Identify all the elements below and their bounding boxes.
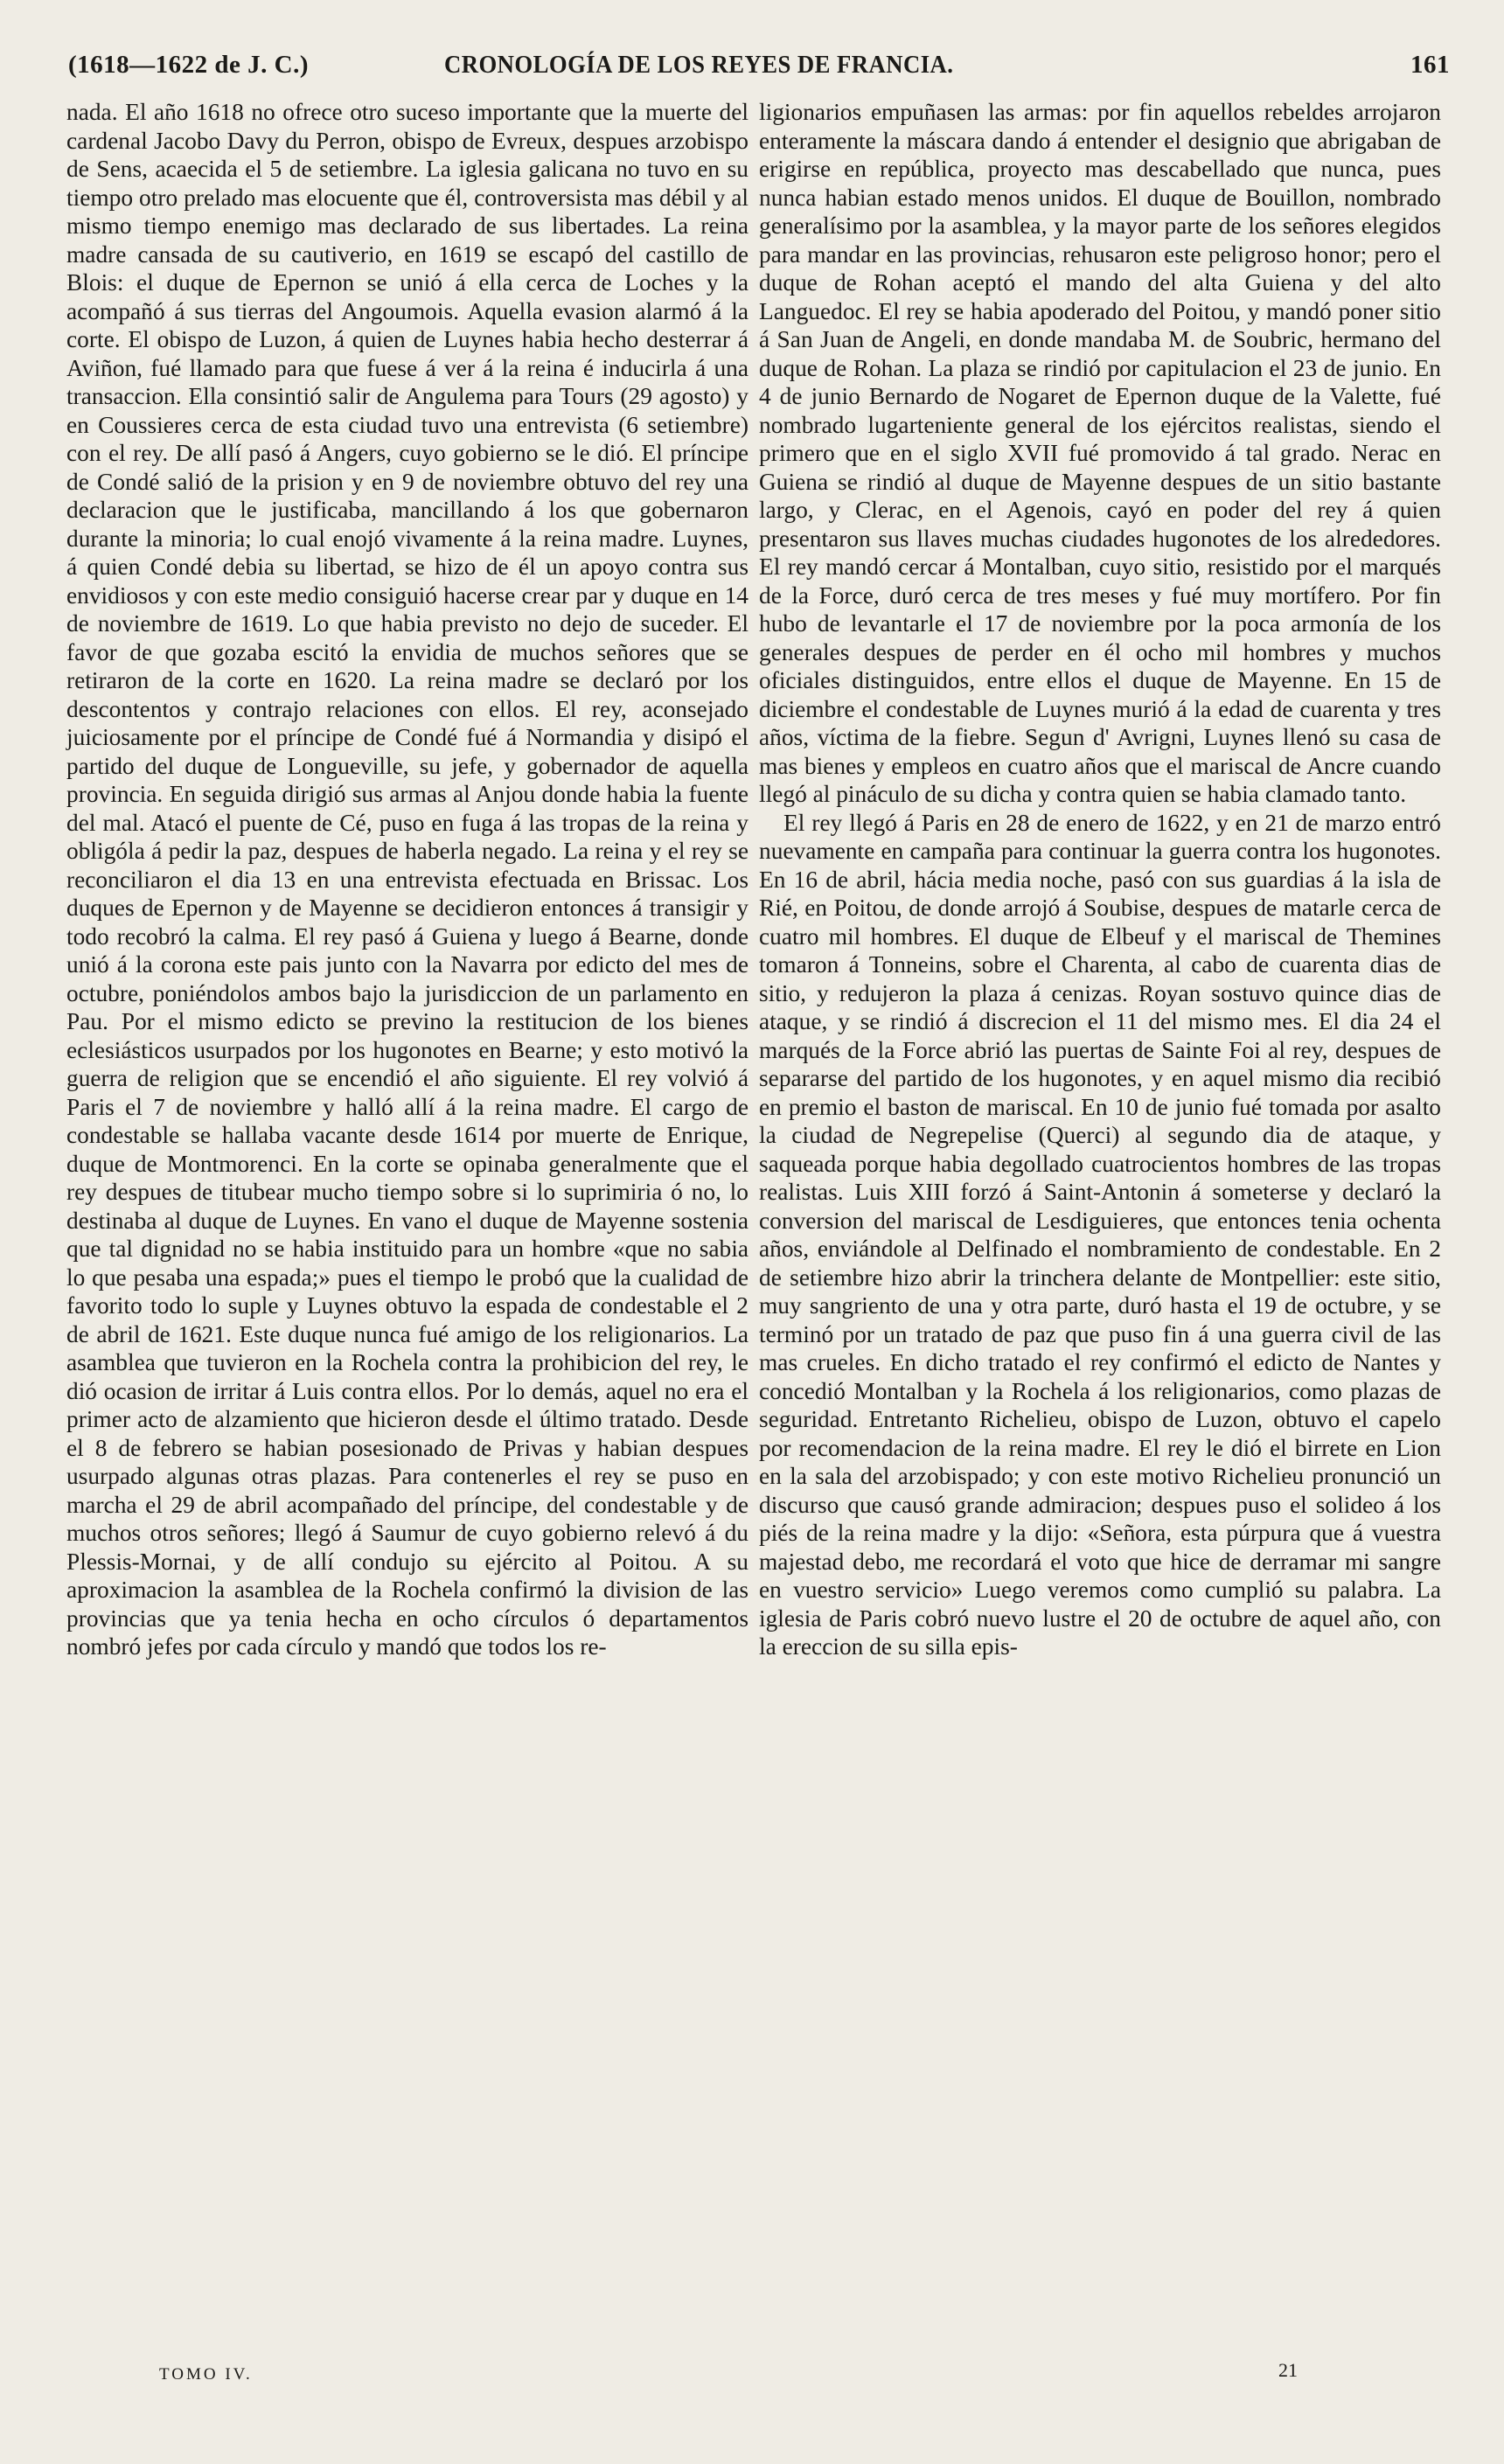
running-header: [68, 51, 1450, 86]
left-paragraph-1: nada. El año 1618 no ofrece otro suceso importante que la muerte del cardenal Jacobo Davy du Perron, obispo de Evreux, despues arzobispo de Sens, acaecida el 5 de setiembre. La iglesia galicana no tuvo en su tiempo otro prelado mas elocuente que él, controversista mas débil y al mismo tiempo enemigo mas declarado de sus libertades. La reina madre cansada de su cautiverio, en 1619 se escapó del castillo de Blois: el duque de Epernon se unió á ella cerca de Loches y la acompañó á sus tierras del Angoumois. Aquella evasion alarmó á la corte. El obispo de Luzon, á quien de Luynes habia hecho desterrar á Aviñon, fué llamado para que fuese á ver á la reina é inducirla á una transaccion. Ella consintió salir de Angulema para Tours (29 agosto) y en Coussieres cerca de esta ciudad tuvo una entrevista (6 setiembre) con el rey. De allí pasó á Angers, cuyo gobierno se le dió. El príncipe de Condé salió de la prision y en 9 de noviembre obtuvo del rey una declaracion que le justificaba, mancillando á los que gobernaron durante la minoria; lo cual enojó vivamente á la reina madre. Luynes, á quien Condé debia su libertad, se hizo de él un apoyo contra sus envidiosos y con este medio consiguió hacerse crear par y duque en 14 de noviembre de 1619. Lo que habia previsto no dejo de suceder. El favor de que gozaba escitó la envidia de muchos señores que se retiraron de la corte en 1620. La reina madre se declaró por los descontentos y contrajo relaciones con ellos. El rey, aconsejado juiciosamente por el príncipe de Condé fué á Normandia y disipó el partido del duque de Longueville, su jefe, y gobernador de aquella provincia. En seguida dirigió sus armas al Anjou donde habia la fuente del mal. Atacó el puente de Cé, puso en fuga á las tropas de la reina y obligóla á pedir la paz, despues de haberla negado. La reina y el rey se reconciliaron el dia 13 en una entrevista efectuada en Brissac. Los duques de Epernon y de Mayenne se decidieron entonces á transigir y todo recobró la calma. El rey pasó á Guiena y luego á Bearne, donde unió á la corona este pais junto con la Navarra por edicto del mes de octubre, poniéndolos ambos bajo la jurisdiccion de un parlamento en Pau. Por el mismo edicto se previno la restitucion de los bienes eclesiásticos usurpados por los hugonotes en Bearne; y esto motivó la guerra de religion que se encendió el año siguiente. El rey volvió á Paris el 7 de noviembre y halló allí á la reina madre. El cargo de condestable se hallaba vacante desde 1614 por muerte de Enrique, duque de Montmorenci. En la corte se opinaba generalmente que el rey despues de titubear mucho tiempo sobre si lo suprimiria ó no, lo destinaba al duque de Luynes. En vano el duque de Mayenne sostenia que tal dignidad no se habia instituido para un hombre «que no sabia lo que pesaba una espada;» pues el tiempo le probó que la cualidad de favorito todo lo suple y Luynes obtuvo la espada de condestable el 2 de abril de 1621. Este duque nunca fué amigo de los religionarios. La asamblea que tuvieron en la Rochela contra la prohibicion del rey, le dió ocasion de irritar á Luis contra ellos. Por lo demás, aquel no era el primer acto de alzamiento que hicieron desde el último tratado. Desde el 8 de febrero se habian posesionado de Privas y habian despues usurpado algunas otras plazas. Para contenerles el rey se puso en marcha el 29 de abril acompañado del príncipe, del condestable y de muchos otros señores; llegó á Saumur de cuyo gobierno relevó á du Plessis-Mornai, y de allí condujo su ejército al Poitou. A su aproximacion la asamblea de la Rochela confirmó la division de las provincias que ya tenia hecha en ocho círculos ó departamentos nombró jefes por cada círculo y mandó que todos los re-: [66, 99, 749, 1660]
header-title: CRONOLOGÍA DE LOS REYES DE FRANCIA.: [444, 51, 954, 79]
right-paragraph-2: El rey llegó á Paris en 28 de enero de 1622, y en 21 de marzo entró nuevamente en campaña para continuar la guerra contra los hugonotes. En 16 de abril, hácia media noche, pasó con sus guardias á la isla de Rié, en Poitou, de donde arrojó á Soubise, despues de matarle cerca de cuatro mil hombres. El duque de Elbeuf y el mariscal de Themines tomaron á Tonneins, sobre el Charenta, al cabo de cuarenta dias de sitio, y redujeron la plaza á cenizas. Royan sostuvo quince dias de ataque, y se rindió á discrecion el 11 del mismo mes. El dia 24 el marqués de la Force abrió las puertas de Sainte Foi al rey, despues de separarse del partido de los hugonotes, y en aquel mismo dia recibió en premio el baston de mariscal. En 10 de junio fué tomada por asalto la ciudad de Negrepelise (Querci) al segundo dia de ataque, y saqueada porque habia degollado cuatrocientos hombres de las tropas realistas. Luis XIII forzó á Saint-Antonin á someterse y declaró la conversion del mariscal de Lesdiguieres, que entonces tenia ochenta años, enviándole al Delfinado el nombramiento de condestable. En 2 de setiembre hizo abrir la trinchera delante de Montpellier: este sitio, muy sangriento de una y otra parte, duró hasta el 19 de octubre, y se terminó por un tratado de paz que puso fin á una guerra civil de las mas crueles. En dicho tratado el rey confirmó el edicto de Nantes y concedió Montalban y la Rochela á los religionarios, como plazas de seguridad. Entretanto Richelieu, obispo de Luzon, obtuvo el capelo por recomendacion de la reina madre. El rey le dió el birrete en Lion en la sala del arzobispado; y con este motivo Richelieu pronunció un discurso que causó grande admiracion; despues puso el solideo á los piés de la reina madre y la dijo: «Señora, esta púrpura que á vuestra majestad debo, me recordará el voto que hice de derramar mi sangre en vuestro servicio» Luego veremos como cumplió su palabra. La iglesia de Paris cobró nuevo lustre el 20 de octubre de aquel año, con la ereccion de su silla epis-: [759, 809, 1441, 1660]
right-column: [759, 98, 1441, 1661]
header-date-range: (1618—1622 de J. C.): [68, 51, 310, 79]
right-paragraph-1: ligionarios empuñasen las armas: por fin aquellos rebeldes arrojaron enteramente la máscara dando á entender el designio que abrigaban de erigirse en república, proyecto mas descabellado que nunca, pues nunca habian estado menos unidos. El duque de Bouillon, nombrado generalísimo por la asamblea, y la mayor parte de los señores elegidos para mandar en las provincias, rehusaron este peligroso honor; pero el duque de Rohan aceptó el mando del alta Guiena y del alto Languedoc. El rey se habia apoderado del Poitou, y mandó poner sitio á San Juan de Angeli, en donde mandaba M. de Soubric, hermano del duque de Rohan. La plaza se rindió por capitulacion el 23 de junio. En 4 de junio Bernardo de Nogaret de Epernon duque de la Valette, fué nombrado lugarteniente general de los ejércitos realistas, siendo el primero que en el siglo XVII fué promovido á tal grado. Nerac en Guiena se rindió al duque de Mayenne despues de un sitio bastante largo, y Clerac, en el Agenois, cayó en poder del rey á quien presentaron sus llaves muchas ciudades hugonotes de los alrededores. El rey mandó cercar á Montalban, cuyo sitio, resistido por el marqués de la Force, duró cerca de tres meses y fué muy mortífero. Por fin hubo de levantarle el 17 de noviembre por la poca armonía de los generales despues de perder en él ocho mil hombres y muchos oficiales distinguidos, entre ellos el duque de Mayenne. En 15 de diciembre el condestable de Luynes murió á la edad de cuarenta y tres años, víctima de la fiebre. Segun d' Avrigni, Luynes llenó su casa de mas bienes y empleos en cuatro años que el mariscal de Ancre cuando llegó al pináculo de su dicha y contra quien se habia clamado tanto.: [759, 99, 1441, 807]
signature-mark: 21: [1278, 2359, 1298, 2381]
volume-label: TOMO IV.: [159, 2365, 253, 2384]
page-number: 161: [1410, 51, 1450, 79]
left-column: [66, 98, 749, 1661]
